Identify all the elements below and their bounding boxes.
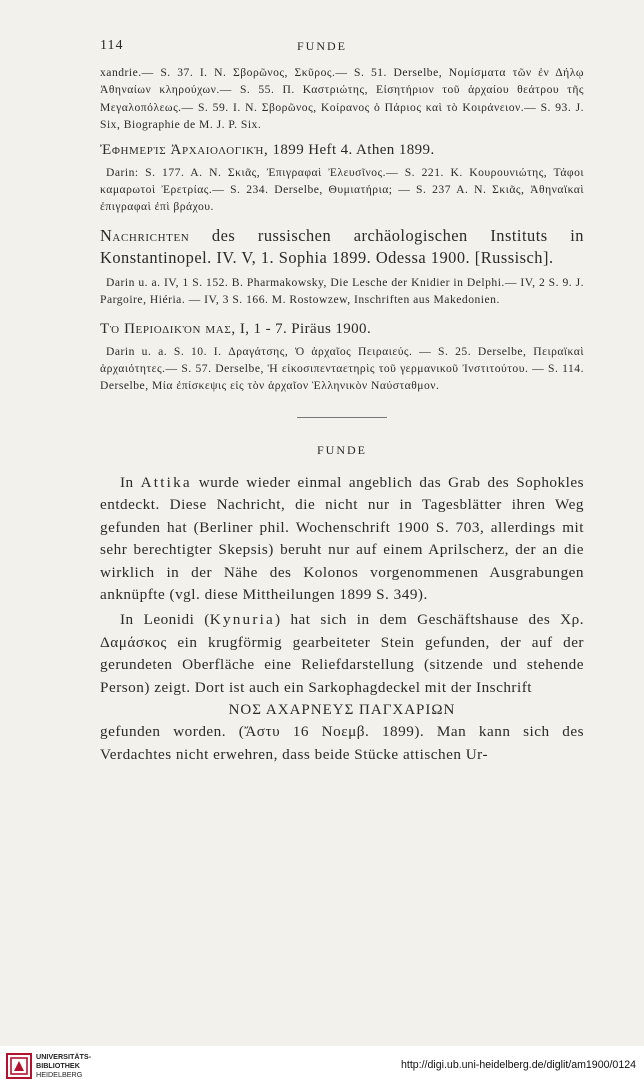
journal-heading [100, 225, 584, 269]
library-name: UNIVERSITÄTS- BIBLIOTHEK HEIDELBERG [36, 1052, 92, 1079]
journal-issue: 1899 Heft 4. Athen 1899. [268, 141, 435, 158]
bibliography-entry: Darin u. a. S. 10. I. Δραγάτσης, Ὁ ἀρχαῖος Πειραιεύς. — S. 25. Derselbe, Πειραϊκαὶ ἀρχαιότητες.— S. 57. Derselbe, Ἡ εἰκοσιπενταετηρὶς τοῦ γερμανικοῦ Ἰνστιτούτου. — S. 114. Derselbe, Μία ἐπίσκεψις εἰς τὸν ἀρχαῖον Ἑλληνικὸν Ναύσταθμον. [100, 344, 584, 393]
journal-title: Nachrichten [100, 225, 190, 245]
journal-heading [100, 319, 584, 339]
body-paragraph: In Attika wurde wieder einmal angeblich das Grab des Sophokles entdeckt. Diese Nachricht, die nicht nur in Tagesblätter ihren Weg gefunden hat (Berliner phil. Wochenschrift 1900 S. 703, allerdings mit sehr berechtigter Skepsis) beruht nur auf einem Aprilscherz, der an die wirklich in der Nähe des Kolonos vorgenommenen Ausgrabungen anknüpfte (vgl. diese Mittheilungen 1899 S. 349). [100, 473, 584, 603]
body-paragraph: In Leonidi (Kynuria) hat sich in dem Geschäftshause des Χρ. Δαμάσκος ein krugförmig gearbeiteter Stein gefunden, der auf der gerundeten Oberfläche eine Reliefdarstellung (sitzende und stehende Person) zeigt. Dort ist auch ein Sarkophagdeckel mit der Inschrift [100, 611, 584, 696]
body-paragraph: gefunden worden. (Ἄστυ 16 Νοεμβ. 1899). Man kann sich des Verdachtes nicht erwehren, dass beide Stücke attischen Ur- [100, 723, 584, 763]
bibliography-entry: Darin: S. 177. A. N. Σκιᾶς, Ἐπιγραφαὶ Ἐλευσῖνος.— S. 221. K. Κουρουνιώτης, Τάφοι καμαρωτοὶ Ἐρετρίας.— S. 234. Derselbe, Θυμιατήρια; — S. 237 A. N. Σκιᾶς, Ἀθηναϊκαὶ ἐπιγραφαὶ ἐπὶ βράχου. [100, 165, 584, 214]
running-title: FUNDE [296, 39, 347, 53]
footer-bar [0, 1046, 644, 1086]
journal-title: Ἐφημερὶς Ἀρχαιολογική, [100, 141, 269, 158]
university-library-logo-icon [6, 1053, 32, 1079]
section-divider [297, 417, 387, 418]
page-content [100, 64, 584, 766]
page-header [0, 38, 644, 58]
journal-issue: I, 1 - 7. Piräus 1900. [235, 320, 372, 337]
inscription-text: ΝΟΣ ΑΧΑΡΝΕΥΣ ΠΑΓΧΑΡΙΩΝ [228, 701, 456, 718]
journal-issue: des russischen archäologischen Instituts in Konstantinopel. IV. V, 1. Sophia 1899. Odessa 1900. [Russisch]. [100, 225, 584, 267]
source-url-link[interactable]: http://digi.ub.uni-heidelberg.de/diglit/am1900/0124 [401, 1059, 636, 1071]
bibliography-entry: xandrie.— S. 37. I. N. Σβορῶνος, Σκῦρος.— S. 51. Derselbe, Νομίσματα τῶν ἐν Δήλῳ Ἀθηναίων κληρούχων.— S. 55. Π. Καστριώτης, Εἰσητήριον τοῦ ἀρχαίου θεάτρου τῆς Μεγαλοπόλεως.— S. 59. I. N. Σβορῶνος, Κοίρανος ὁ Πάριος καὶ τὸ Κοιράνειον.— S. 93. J. Six, Biographie de M. J. P. Six. [100, 66, 584, 132]
place-name: Kynuria [209, 611, 275, 629]
place-name: Attika [140, 473, 192, 491]
journal-heading [100, 140, 584, 160]
page-number: 114 [100, 38, 124, 53]
section-title: FUNDE [316, 442, 367, 457]
journal-title: Τὸ Περιοδικὸν μας, [100, 320, 236, 337]
bibliography-entry: Darin u. a. IV, 1 S. 152. B. Pharmakowsky, Die Lesche der Knidier in Delphi.— IV, 2 S. 9. J. Pargoire, Hiéria. — IV, 3 S. 166. M. Rostowzew, Inschriften aus Makedonien. [100, 275, 584, 307]
